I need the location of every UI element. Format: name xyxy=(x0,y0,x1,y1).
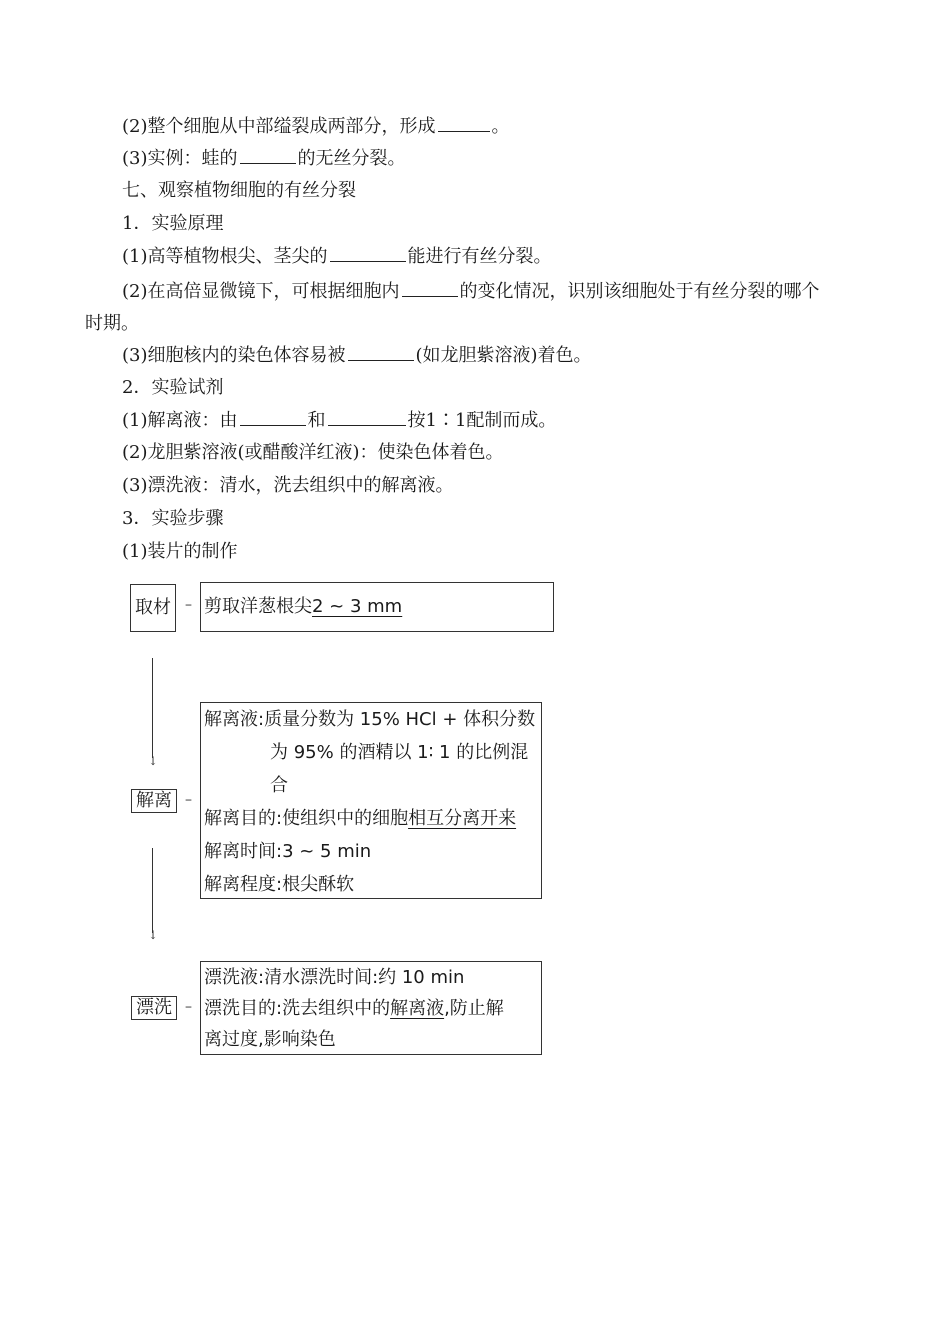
subsection-heading xyxy=(122,375,223,401)
box-row xyxy=(204,993,538,1024)
text-line xyxy=(122,473,454,499)
box-text-underlined: 2 ~ 3 mm xyxy=(312,596,403,617)
fill-blank xyxy=(328,407,406,426)
text-segment: 。 xyxy=(491,116,510,137)
step-label-piaoxi: 漂洗 xyxy=(131,996,177,1020)
text-line xyxy=(122,342,592,369)
fill-blank xyxy=(402,278,458,297)
text-line xyxy=(122,243,552,270)
connector-dash: – xyxy=(185,999,192,1015)
step-label-quzai: 取材 xyxy=(130,584,176,632)
heading-text: 七、观察植物细胞的有丝分裂 xyxy=(122,180,356,201)
box-row: 解离时间:3 ~ 5 min xyxy=(204,841,372,862)
text-segment: (3)实例：蛙的 xyxy=(122,148,238,169)
text-segment: 能进行有丝分裂。 xyxy=(407,246,552,267)
text-segment: (1)装片的制作 xyxy=(122,541,238,562)
text-segment: 按1∶1配制而成。 xyxy=(407,410,557,431)
text-segment: (2)在高倍显微镜下，可根据细胞内 xyxy=(122,281,400,302)
arrow-line xyxy=(152,658,153,758)
box-row: 离过度,影响染色 xyxy=(204,1029,336,1050)
heading-text: 1．实验原理 xyxy=(122,213,224,234)
heading-text: 2．实验试剂 xyxy=(122,377,224,398)
box-text: 解离目的:使组织中的细胞 xyxy=(204,808,409,829)
text-segment: 的无丝分裂。 xyxy=(297,148,406,169)
text-segment: (3)细胞核内的染色体容易被 xyxy=(122,345,346,366)
arrow-down-icon: ↓ xyxy=(148,754,159,768)
text-segment: (3)漂洗液：清水，洗去组织中的解离液。 xyxy=(122,475,454,496)
text-segment: (2)龙胆紫溶液(或醋酸洋红液)：使染色体着色。 xyxy=(122,442,504,463)
text-line xyxy=(122,440,504,466)
arrow-line xyxy=(152,848,153,933)
step-box-jieli xyxy=(200,702,542,899)
fill-blank xyxy=(438,113,490,132)
connector-dash: – xyxy=(185,792,192,808)
box-row xyxy=(204,802,538,835)
step-box-quzai xyxy=(200,582,554,632)
fill-blank xyxy=(240,145,296,164)
subsection-heading xyxy=(122,506,223,532)
box-text-underlined: 相互分离开来 xyxy=(408,808,517,829)
step-box-piaoxi xyxy=(200,961,542,1055)
box-text-underlined: 解离液 xyxy=(390,998,445,1019)
arrow-down-icon: ↓ xyxy=(148,928,159,942)
text-line xyxy=(122,539,238,565)
fill-blank xyxy=(348,342,414,361)
subsection-heading xyxy=(122,211,223,237)
box-row: 解离液:质量分数为 15% HCl + 体积分数 xyxy=(204,709,536,730)
connector-dash: – xyxy=(185,597,192,613)
text-segment: (1)解离液：由 xyxy=(122,410,238,431)
text-segment: (如龙胆紫溶液)着色。 xyxy=(415,345,592,366)
box-row: 解离程度:根尖酥软 xyxy=(204,874,355,895)
text-line xyxy=(122,113,510,140)
text-line xyxy=(122,407,556,434)
box-text: ,防止解 xyxy=(444,998,504,1019)
text-line xyxy=(85,276,830,340)
box-text: 漂洗目的:洗去组织中的 xyxy=(204,998,391,1019)
heading-text: 3．实验步骤 xyxy=(122,508,224,529)
box-row: 漂洗液:清水漂洗时间:约 10 min xyxy=(204,967,465,988)
text-line xyxy=(122,145,406,172)
text-segment: (1)高等植物根尖、茎尖的 xyxy=(122,246,328,267)
text-segment: 和 xyxy=(307,410,326,431)
section-heading xyxy=(122,178,356,204)
box-row: 合 xyxy=(270,775,288,796)
text-segment: 的变化情况，识别该细胞处于有丝分裂的哪个时期。 xyxy=(85,281,820,334)
box-row: 为 95% 的酒精以 1∶ 1 的比例混 xyxy=(270,742,529,763)
text-segment: (2)整个细胞从中部缢裂成两部分，形成 xyxy=(122,116,436,137)
box-text: 剪取洋葱根尖 xyxy=(204,596,312,617)
fill-blank xyxy=(240,407,306,426)
fill-blank xyxy=(330,243,406,262)
step-label-jieli: 解离 xyxy=(131,789,177,813)
